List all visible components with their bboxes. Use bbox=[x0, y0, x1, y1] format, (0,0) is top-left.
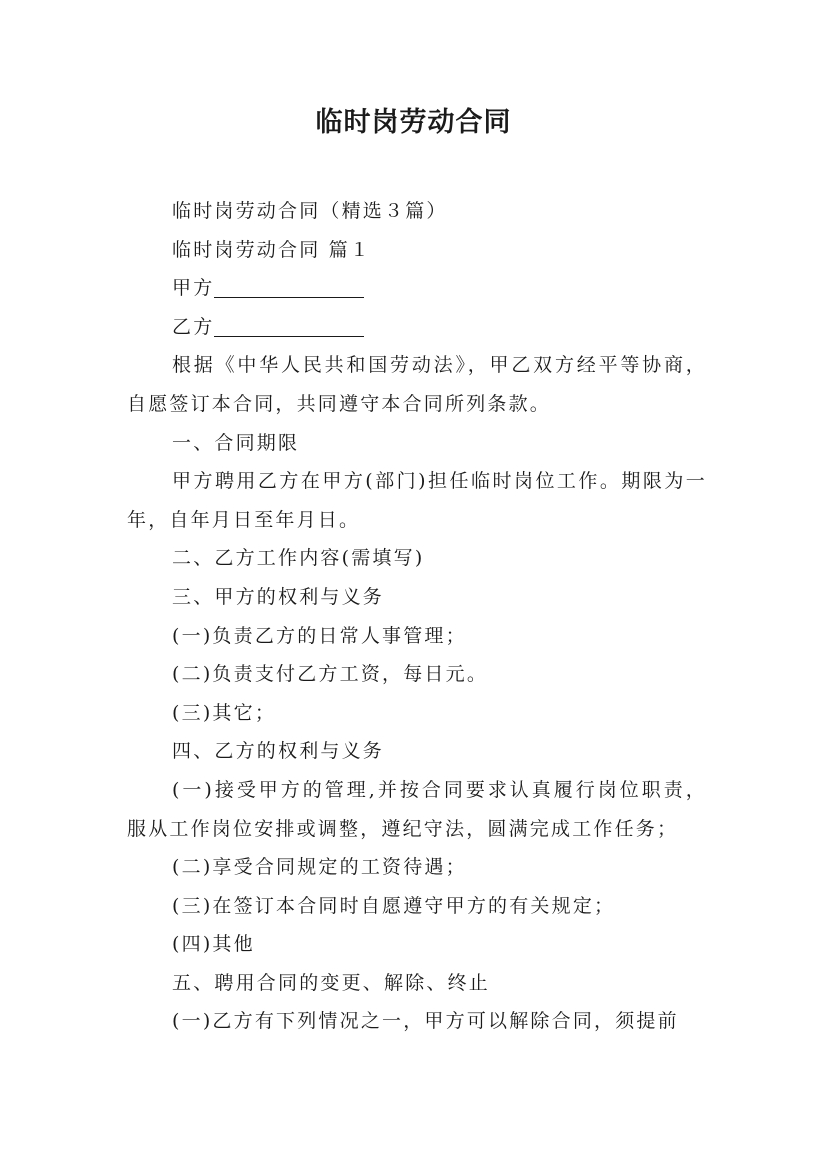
list-item: (一)乙方有下列情况之一，甲方可以解除合同，须提前 bbox=[172, 1010, 679, 1033]
party-a-label: 甲方 bbox=[172, 277, 215, 300]
paragraph: 根据《中华人民共和国劳动法》，甲乙双方经平等协商，自愿签订本合同，共同遵守本合同所列条款。 bbox=[127, 354, 707, 415]
party-b-label: 乙方 bbox=[172, 315, 215, 338]
party-a-line bbox=[127, 269, 707, 308]
clause-heading: 三、甲方的权利与义务 bbox=[172, 585, 385, 608]
party-b-line bbox=[127, 308, 707, 347]
clause-heading: 一、合同期限 bbox=[172, 431, 300, 454]
list-item: (一)负责乙方的日常人事管理； bbox=[172, 624, 467, 647]
clause-heading: 四、乙方的权利与义务 bbox=[172, 740, 385, 763]
clause-heading: 五、聘用合同的变更、解除、终止 bbox=[172, 971, 491, 994]
document-body bbox=[127, 192, 707, 1041]
list-item: (一)接受甲方的管理,并按合同要求认真履行岗位职责，服从工作岗位安排或调整，遵纪守法，圆满完成工作任务； bbox=[127, 778, 707, 840]
section-heading: 临时岗劳动合同 篇１ bbox=[172, 238, 372, 261]
clause-heading: 二、乙方工作内容(需填写) bbox=[172, 547, 425, 570]
list-item: (二)享受合同规定的工资待遇； bbox=[172, 856, 467, 879]
list-item: (二)负责支付乙方工资，每日元。 bbox=[172, 663, 489, 686]
document-title: 临时岗劳动合同 bbox=[315, 107, 512, 138]
party-a-blank bbox=[214, 273, 364, 298]
subtitle: 临时岗劳动合同（精选３篇） bbox=[172, 200, 448, 222]
list-item: (四)其他 bbox=[172, 933, 255, 956]
list-item: (三)在签订本合同时自愿遵守甲方的有关规定； bbox=[172, 894, 616, 917]
party-b-blank bbox=[214, 312, 364, 337]
paragraph: 甲方聘用乙方在甲方(部门)担任临时岗位工作。期限为一年，自年月日至年月日。 bbox=[127, 470, 707, 531]
list-item: (三)其它； bbox=[172, 701, 277, 724]
